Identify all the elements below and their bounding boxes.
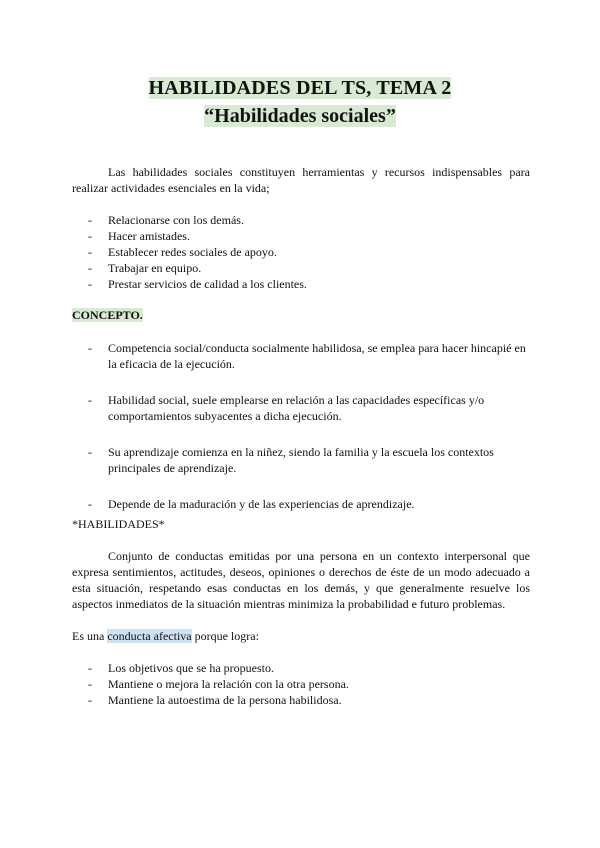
list-item: - Establecer redes sociales de apoyo. <box>72 244 530 260</box>
concept-list-block <box>72 340 530 512</box>
list-item: - Su aprendizaje comienza en la niñez, siendo la familia y la escuela los contextos principales de aprendizaje. <box>72 444 530 476</box>
intro-paragraph-block <box>72 164 530 196</box>
skills-heading-block <box>72 516 530 532</box>
skills-paragraph: Conjunto de conductas emitidas por una persona en un contexto interpersonal que expresa sentimientos, actitudes, deseos, opiniones o derechos de éste de un modo adecuado a esta situación, respetando esas conductas en los demás, y que generalmente resuelve los aspectos inmediatos de la situación mientras minimiza la probabilidad e futuro problemas. <box>72 549 530 611</box>
highlighted-term: conducta afectiva <box>107 629 192 643</box>
list-item: - Relacionarse con los demás. <box>72 212 530 228</box>
title-line-2: “Habilidades sociales” <box>204 105 396 127</box>
skills-lead-block <box>72 628 530 644</box>
list-item: - Mantiene la autoestima de la persona habilidosa. <box>72 692 530 708</box>
concept-heading-block <box>72 307 530 323</box>
concept-heading: CONCEPTO. <box>72 308 143 322</box>
title-line-1: HABILIDADES DEL TS, TEMA 2 <box>148 77 452 99</box>
skills-list <box>72 660 530 708</box>
intro-list <box>72 212 530 292</box>
list-item: - Prestar servicios de calidad a los clientes. <box>72 276 530 292</box>
list-item: - Los objetivos que se ha propuesto. <box>72 660 530 676</box>
list-item: - Mantiene o mejora la relación con la otra persona. <box>72 676 530 692</box>
list-item: - Competencia social/conducta socialmente habilidosa, se emplea para hacer hincapié en la eficacia de la ejecución. <box>72 340 530 372</box>
list-item: - Habilidad social, suele emplearse en relación a las capacidades específicas y/o comportamientos subyacentes a dicha ejecución. <box>72 392 530 424</box>
skills-paragraph-block <box>72 548 530 612</box>
intro-list-block <box>72 212 530 292</box>
concept-list <box>72 340 530 512</box>
title-block <box>0 74 600 130</box>
skills-heading: *HABILIDADES* <box>72 517 165 531</box>
skills-list-block <box>72 660 530 708</box>
list-item: - Hacer amistades. <box>72 228 530 244</box>
list-item: - Trabajar en equipo. <box>72 260 530 276</box>
list-item: - Depende de la maduración y de las experiencias de aprendizaje. <box>72 496 530 512</box>
intro-paragraph: Las habilidades sociales constituyen herramientas y recursos indispensables para realizar actividades esenciales en la vida; <box>72 165 530 195</box>
skills-lead: Es una conducta afectiva porque logra: <box>72 629 259 643</box>
